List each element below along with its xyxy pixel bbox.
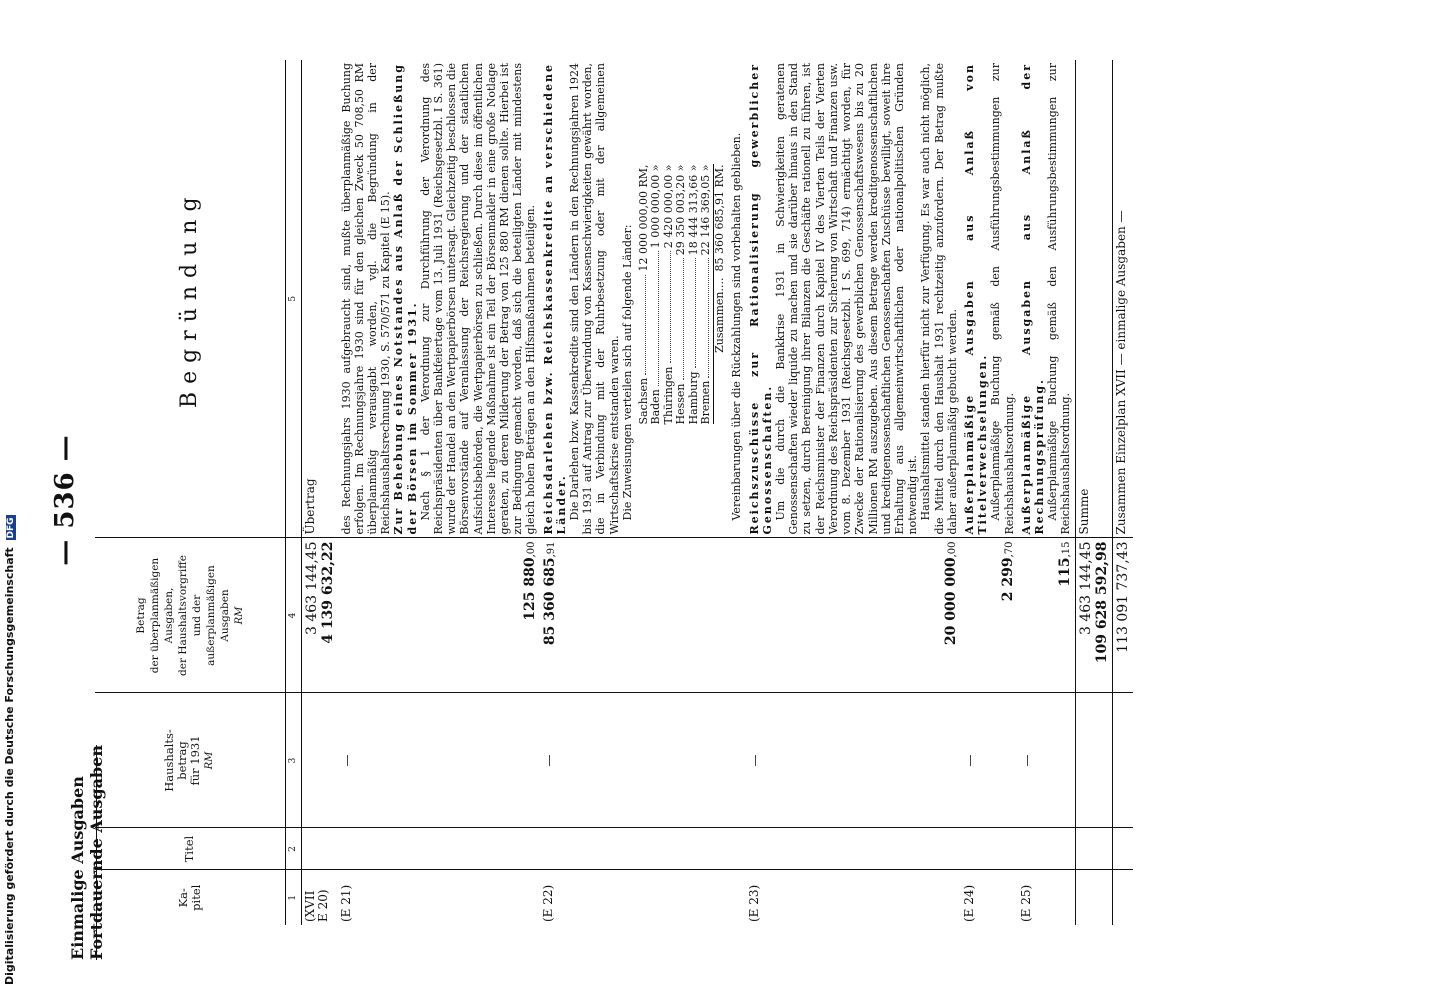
- titel-cell: [1018, 828, 1075, 870]
- amount-fraction: ,91: [545, 541, 557, 558]
- list-item: Sachsen 12 000 000,00 RM,: [636, 164, 650, 425]
- paragraph: Außerplanmäßige Buchung gemäß den Ausführungsbestimmungen zur Reichshaushaltsordnung.: [1046, 63, 1073, 535]
- amount-cell: [540, 538, 746, 693]
- amount-fraction: ,00: [946, 541, 958, 558]
- amount-cell: [338, 538, 540, 693]
- begruendung-cell: [1018, 60, 1075, 538]
- paragraph: Die Zuweisungen verteilen sich auf folgende Länder:: [620, 224, 634, 521]
- section-heading: Außerplanmäßige Ausgaben aus Anlaß der Rechnungsprüfung.: [1019, 63, 1046, 535]
- amount-value: 113 091 737,43: [1114, 541, 1131, 653]
- amount-value: 3 463 144,45: [1077, 541, 1094, 636]
- haushalt-cell: —: [961, 693, 1018, 828]
- paragraph: Um die durch die Bankkrise 1931 in Schwierigkeiten geratenen Genossenschaften wieder liquide zu machen und sie darüber hinaus in den Stand zu setzen, durch Bereinigung ihrer Bilanzen die Geschäfte rationell zu führen, ist der Reichsminister der Finanzen durch Kapitel IV des Vierten Teils der Vierten Verordnung des Reichspräsidenten zur Sicherung von Wirtschaft und Finanzen usw. vom 8. Dezember 1931 (Reichsgesetzbl. I S. 699, 714) ermächtigt worden, für Zwecke der Rationalisierung des gewerblichen Genossenschaftswesens bis zu 20 Millionen RM auszugeben. Aus diesem Betrage werden kreditgenossenschaftlichen und kreditgenossenschaftlichen Genossenschaften Zuschüsse bewilligt, soweit ihre Erhaltung aus allgemeinwirtschaftlichen oder nationalpolitischen Gründen notwendig ist.: [774, 63, 920, 535]
- unit-rm: RM: [204, 751, 216, 770]
- kapitel-cell: [1075, 870, 1112, 925]
- table-row: [540, 60, 746, 925]
- kapitel-cell: (E 24): [961, 884, 976, 922]
- begruendung-cell: [540, 60, 746, 538]
- header-kapitel: Ka- pitel: [95, 870, 285, 925]
- total-label: Zusammen Einzelplan XVII — einmalige Ausgaben —: [1113, 210, 1128, 535]
- amount-value: 3 463 144,45: [303, 541, 320, 636]
- titel-cell: [540, 828, 746, 870]
- page-number: — 536 —: [50, 434, 80, 566]
- list-item: Thüringen 2 420 000,00 »: [661, 164, 675, 425]
- kapitel-cell: (E 23): [746, 884, 761, 922]
- list-item: Hessen 29 350 003,20 »: [674, 164, 688, 425]
- kapitel-cell: (E 21): [338, 884, 353, 922]
- amount-cell: [301, 538, 338, 693]
- paragraph: Vereinbarungen über die Rückzahlungen sind vorbehalten geblieben.: [730, 132, 744, 521]
- amount-fraction: ,70: [1003, 541, 1015, 558]
- table-row: [338, 60, 540, 925]
- amount-value: 115: [1056, 557, 1073, 587]
- titel-cell: [1112, 828, 1133, 870]
- amount-cell: [1018, 538, 1075, 693]
- amount-cell: [746, 538, 961, 693]
- amount-cell: [961, 538, 1018, 693]
- dfg-logo: DFG: [6, 517, 16, 539]
- begruendung-cell: [746, 60, 961, 538]
- amount-fraction: ,00: [525, 541, 537, 558]
- amount-value: 2 299: [999, 557, 1016, 602]
- amount-value: 4 139 632,22: [319, 541, 336, 644]
- amount-value: 125 880: [521, 557, 538, 621]
- haushalt-cell: —: [338, 693, 540, 828]
- amount-cell: [1075, 538, 1112, 693]
- table-row: [1018, 60, 1075, 925]
- unit-rm: RM: [233, 606, 245, 625]
- haushalt-cell: —: [540, 693, 746, 828]
- section-heading: Zur Behebung eines Notstandes aus Anlaß der Schließung der Börsen im Sommer 1931.: [392, 63, 419, 535]
- header-line-2: Fortdauernde Ausgaben: [87, 745, 106, 960]
- titel-cell: [301, 828, 338, 870]
- amount-value: 20 000 000: [942, 557, 959, 646]
- kapitel-cell: [1112, 870, 1133, 925]
- header-betrag: Betrag der überplanmäßigen Ausgaben, der Haushaltsvorgriffe und der außerplanmäßigen Ausgaben RM: [95, 538, 285, 693]
- list-item: Baden 1 000 000,00 »: [649, 164, 663, 425]
- table-row: [961, 60, 1018, 925]
- col-num: 1: [285, 870, 301, 925]
- list-item: Bremen 22 146 369,05 »: [699, 164, 713, 425]
- allocation-total: Zusammen.... 85 360 685,91 RM.: [713, 165, 727, 425]
- amount-fraction: ,15: [1060, 541, 1072, 558]
- amount-value: 109 628 592,98: [1093, 541, 1110, 664]
- section-heading: Reichszuschüsse zur Rationalisierung gewerblicher Genossenschaften.: [747, 63, 774, 535]
- begruendung-cell: [961, 60, 1018, 538]
- begruendung-cell: [301, 60, 338, 538]
- table-row: [746, 60, 961, 925]
- haushalt-cell: [1075, 693, 1112, 828]
- paragraph: Die Darlehen bzw. Kassenkredite sind den Ländern in den Rechnungsjahren 1924 bis 1931 auf Antrag zur Überwindung von Kassenschwierigkeiten gewährt worden, die in Verbindung mit der Ruhrbesetzung oder mit der allgemeinen Wirtschaftskrise entstanden waren.: [567, 63, 621, 535]
- paragraph: Nach § 1 der Verordnung zur Durchführung der Verordnung des Reichspräsidenten über Bankfeiertage vom 13. Juli 1931 (Reichsgesetzbl. I S. 361) wurde der Handel an den Wertpapierbörsen untersagt. Gleichzeitig beschlossen die Börsenvorstände auf Veranlassung der Reichsregierung und der staatlichen Aufsichtsbehörden, die Wertpapierbörsen zu schließen. Durch diese im öffentlichen Interesse liegende Maßnahme ist ein Teil der Börsenmakler in eine große Notlage geraten, zu deren Milderung der Betrag von 125 880 RM dienen sollte. Hierbei ist zur Bedingung gemacht worden, daß sich die beteiligten Länder mit mindestens gleich hohen Beträgen an den Hilfsmaßnahmen beteiligen.: [418, 63, 538, 535]
- table-header-row: [95, 60, 285, 925]
- haushalt-cell: —: [746, 693, 961, 828]
- header-haushalt: Haushalts- betrag für 1931 RM: [95, 693, 285, 828]
- amount-value: 85 360 685: [541, 557, 558, 646]
- haushalt-cell: [1112, 693, 1133, 828]
- uebertrag-label: Übertrag: [302, 478, 317, 535]
- table-row: [1075, 60, 1112, 925]
- amount-cell: [1112, 538, 1133, 693]
- summe-label: Summe: [1076, 488, 1091, 535]
- col-num: 2: [285, 828, 301, 870]
- col-num: 4: [285, 538, 301, 693]
- titel-cell: [961, 828, 1018, 870]
- begruendung-cell: [338, 60, 540, 538]
- haushalt-cell: [301, 693, 338, 828]
- section-heading: Reichsdarlehen bzw. Reichskassenkredite an verschiedene Länder.: [541, 63, 568, 535]
- paragraph: des Rechnungsjahrs 1930 aufgebraucht sind, mußte überplanmäßige Buchung erfolgen. Im Rechnungsjahre 1930 sind für den gleichen Zweck 50 708,50 RM überplanmäßig verausgabt worden, vgl. die Begründung in der Reichshaushaltsrechnung 1930, S. 570/571 zu Kapitel (E 15).: [339, 63, 393, 535]
- kapitel-cell: (XVII E 20): [302, 889, 330, 922]
- begruendung-cell: [1075, 60, 1112, 538]
- haushalt-cell: —: [1018, 693, 1075, 828]
- funding-text: Digitalisierung gefördert durch die Deutsche Forschungsgemeinschaft: [3, 547, 16, 985]
- budget-table: [95, 60, 1133, 925]
- titel-cell: [1075, 828, 1112, 870]
- header-titel: Titel: [95, 828, 285, 870]
- begruendung-cell: [1112, 60, 1133, 538]
- col-num: 3: [285, 693, 301, 828]
- kapitel-cell: (E 22): [540, 884, 555, 922]
- header-line-1: Einmalige Ausgaben: [68, 776, 87, 960]
- header-begruendung: Begründung: [95, 60, 285, 538]
- table-row: [1112, 60, 1133, 925]
- allocation-list: [638, 165, 727, 425]
- column-number-row: [285, 60, 301, 925]
- titel-cell: [746, 828, 961, 870]
- table-row: [301, 60, 338, 925]
- list-item: Hamburg 18 444 313,66 »: [686, 164, 700, 425]
- kapitel-cell: (E 25): [1018, 884, 1033, 922]
- section-heading: Außerplanmäßige Ausgaben aus Anlaß von Titelverwechselungen.: [962, 63, 990, 535]
- col-num: 5: [285, 60, 301, 538]
- paragraph: Haushaltsmittel standen hierfür nicht zur Verfügung. Es war auch nicht möglich, die Mittel durch den Haushalt 1931 rechtzeitig anzufordern. Der Betrag mußte daher außerplanmäßig gebucht werden.: [919, 63, 959, 535]
- paragraph: Außerplanmäßige Buchung gemäß den Ausführungsbestimmungen zur Reichshaushaltsordnung.: [989, 63, 1016, 535]
- titel-cell: [338, 828, 540, 870]
